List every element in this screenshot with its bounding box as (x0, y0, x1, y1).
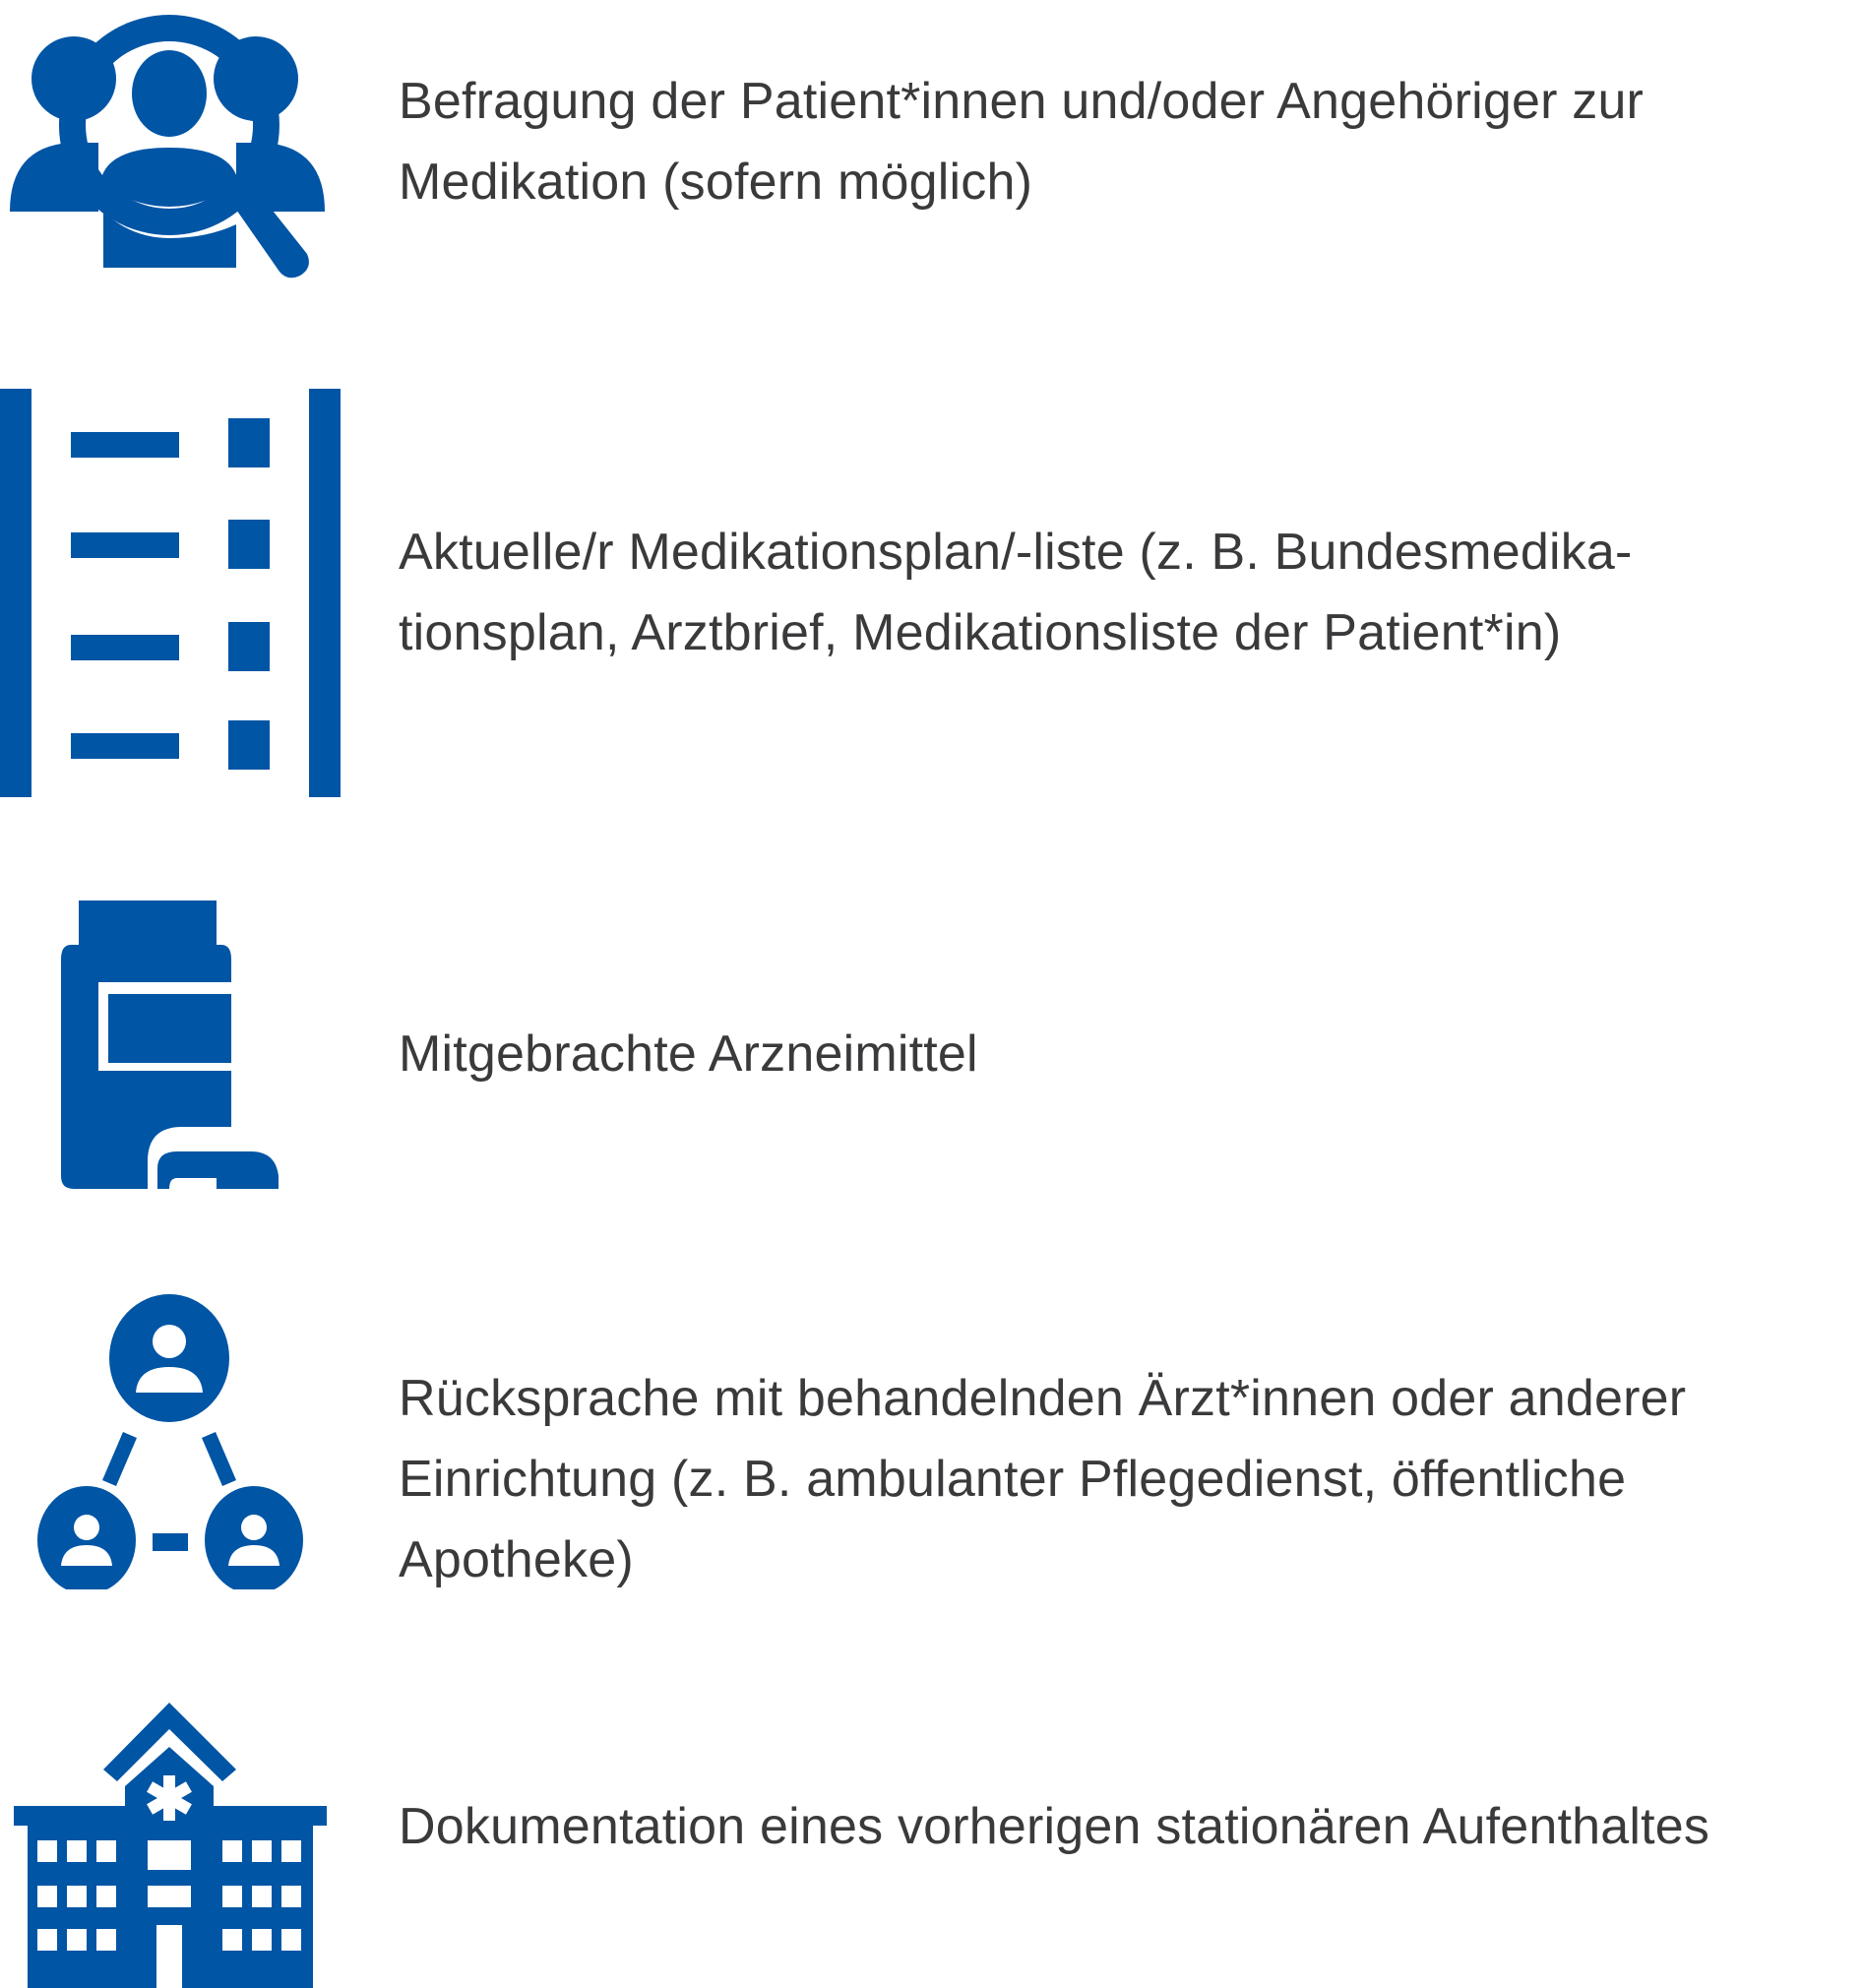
medicine-bottle-icon (0, 901, 295, 1196)
item-text: Rücksprache mit behandelnden Ärzt*innen oder anderer Einrichtung (z. B. ambulanter Pflegedienst, öffentliche Apotheke) (399, 1370, 1687, 1588)
item-text: Befragung der Patient*innen und/oder Angehöriger zur Medikation (sofern möglich) (399, 73, 1645, 211)
list-item (0, 0, 1863, 295)
list-item (0, 886, 1863, 1211)
list-item (0, 374, 1863, 807)
people-search-icon (0, 10, 340, 295)
hospital-icon (0, 1693, 335, 1988)
list-item (0, 1688, 1863, 1984)
network-people-icon (0, 1294, 305, 1594)
item-text: Mitgebrachte Arzneimittel (399, 1025, 978, 1083)
list-item (0, 1289, 1863, 1604)
item-text: Dokumentation eines vorherigen stationären Aufenthaltes (399, 1798, 1710, 1855)
item-text: Aktuelle/r Medikationsplan/-liste (z. B. Bundesmedika- tionsplan, Arztbrief, Medikationsliste der Patient*in) (399, 524, 1633, 661)
medication-list-icon (0, 389, 344, 802)
